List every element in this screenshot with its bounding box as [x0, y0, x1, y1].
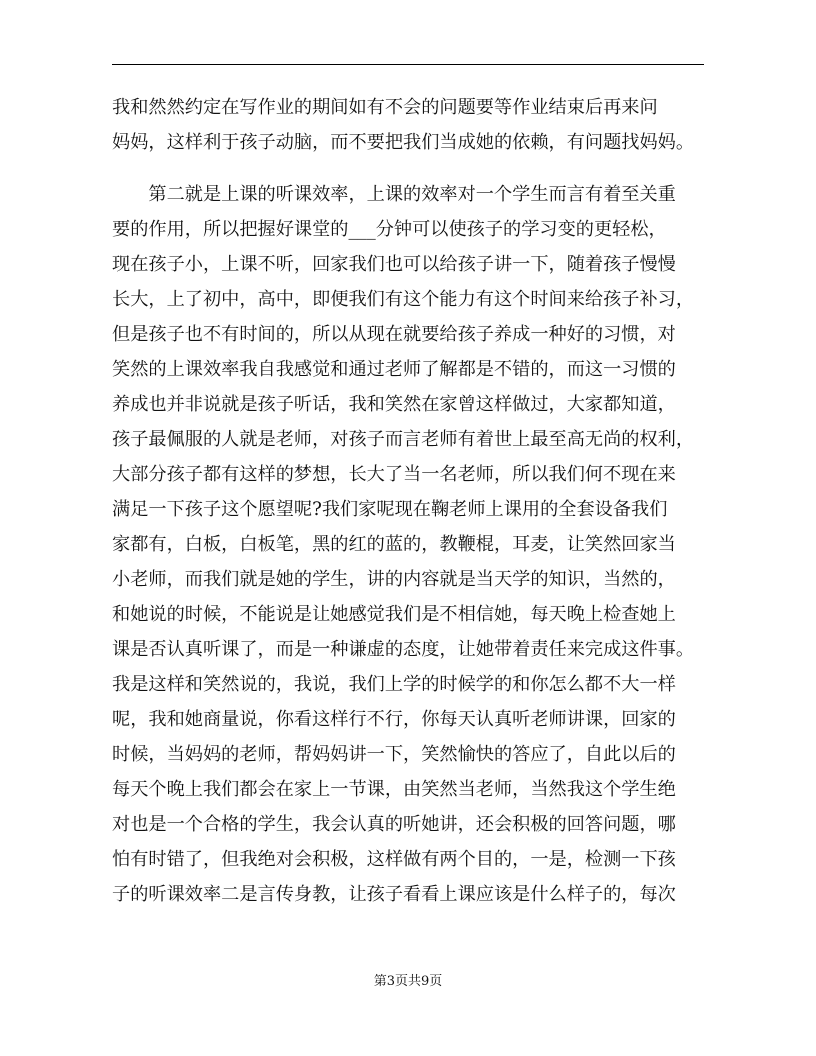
header-rule	[112, 64, 704, 65]
text-line: 但是孩子也不有时间的，所以从现在就要给孩子养成一种好的习惯，对	[112, 324, 676, 345]
text-line: 对也是一个合格的学生，我会认真的听她讲，还会积极的回答问题，哪	[112, 814, 676, 835]
text-line: 满足一下孩子这个愿望呢?我们家呢现在鞠老师上课用的全套设备我们	[112, 499, 668, 520]
text-line: 课是否认真听课了，而是一种谦虚的态度，让她带着责任来完成这件事。	[112, 639, 695, 660]
text-line: 每天个晚上我们都会在家上一节课，由笑然当老师，当然我这个学生绝	[112, 779, 676, 800]
text-line: 笑然的上课效率我自我感觉和通过老师了解都是不错的，而这一习惯的	[112, 359, 676, 380]
text-line: 我和然然约定在写作业的期间如有不会的问题要等作业结束后再来问	[112, 97, 658, 118]
text-line: 家都有，白板，白板笔，黑的红的蓝的，教鞭棍，耳麦，让笑然回家当	[112, 534, 676, 555]
text-line: 时候，当妈妈的老师，帮妈妈讲一下，笑然愉快的答应了，自此以后的	[112, 744, 676, 765]
text-line: 子的听课效率二是言传身教，让孩子看看上课应该是什么样子的，每次	[112, 884, 676, 905]
text-line: 要的作用，所以把握好课堂的___分钟可以使孩子的学习变的更轻松，	[112, 219, 667, 240]
text-line: 孩子最佩服的人就是老师，对孩子而言老师有着世上最至高无尚的权利，	[112, 429, 695, 450]
text-line: 妈妈，这样利于孩子动脑，而不要把我们当成她的依赖，有问题找妈妈。	[112, 132, 695, 153]
text-line: 小老师，而我们就是她的学生，讲的内容就是当天学的知识，当然的，	[112, 569, 676, 590]
text-line: 养成也并非说就是孩子听话，我和笑然在家曾这样做过，大家都知道，	[112, 394, 676, 415]
text-line: 现在孩子小，上课不听，回家我们也可以给孩子讲一下，随着孩子慢慢	[112, 254, 676, 275]
text-line: 呢，我和她商量说，你看这样行不行，你每天认真听老师讲课，回家的	[112, 709, 676, 730]
text-line: 大部分孩子都有这样的梦想，长大了当一名老师，所以我们何不现在来	[112, 464, 676, 485]
text-line: 第二就是上课的听课效率，上课的效率对一个学生而言有着至关重	[112, 184, 676, 205]
page-number-footer: 第3页共9页	[373, 974, 443, 989]
text-line: 我是这样和笑然说的，我说，我们上学的时候学的和你怎么都不大一样	[112, 674, 676, 695]
text-line: 和她说的时候，不能说是让她感觉我们是不相信她，每天晚上检查她上	[112, 604, 676, 625]
text-line: 怕有时错了，但我绝对会积极，这样做有两个目的，一是，检测一下孩	[112, 849, 676, 870]
text-line: 长大，上了初中，高中，即便我们有这个能力有这个时间来给孩子补习，	[112, 289, 695, 310]
